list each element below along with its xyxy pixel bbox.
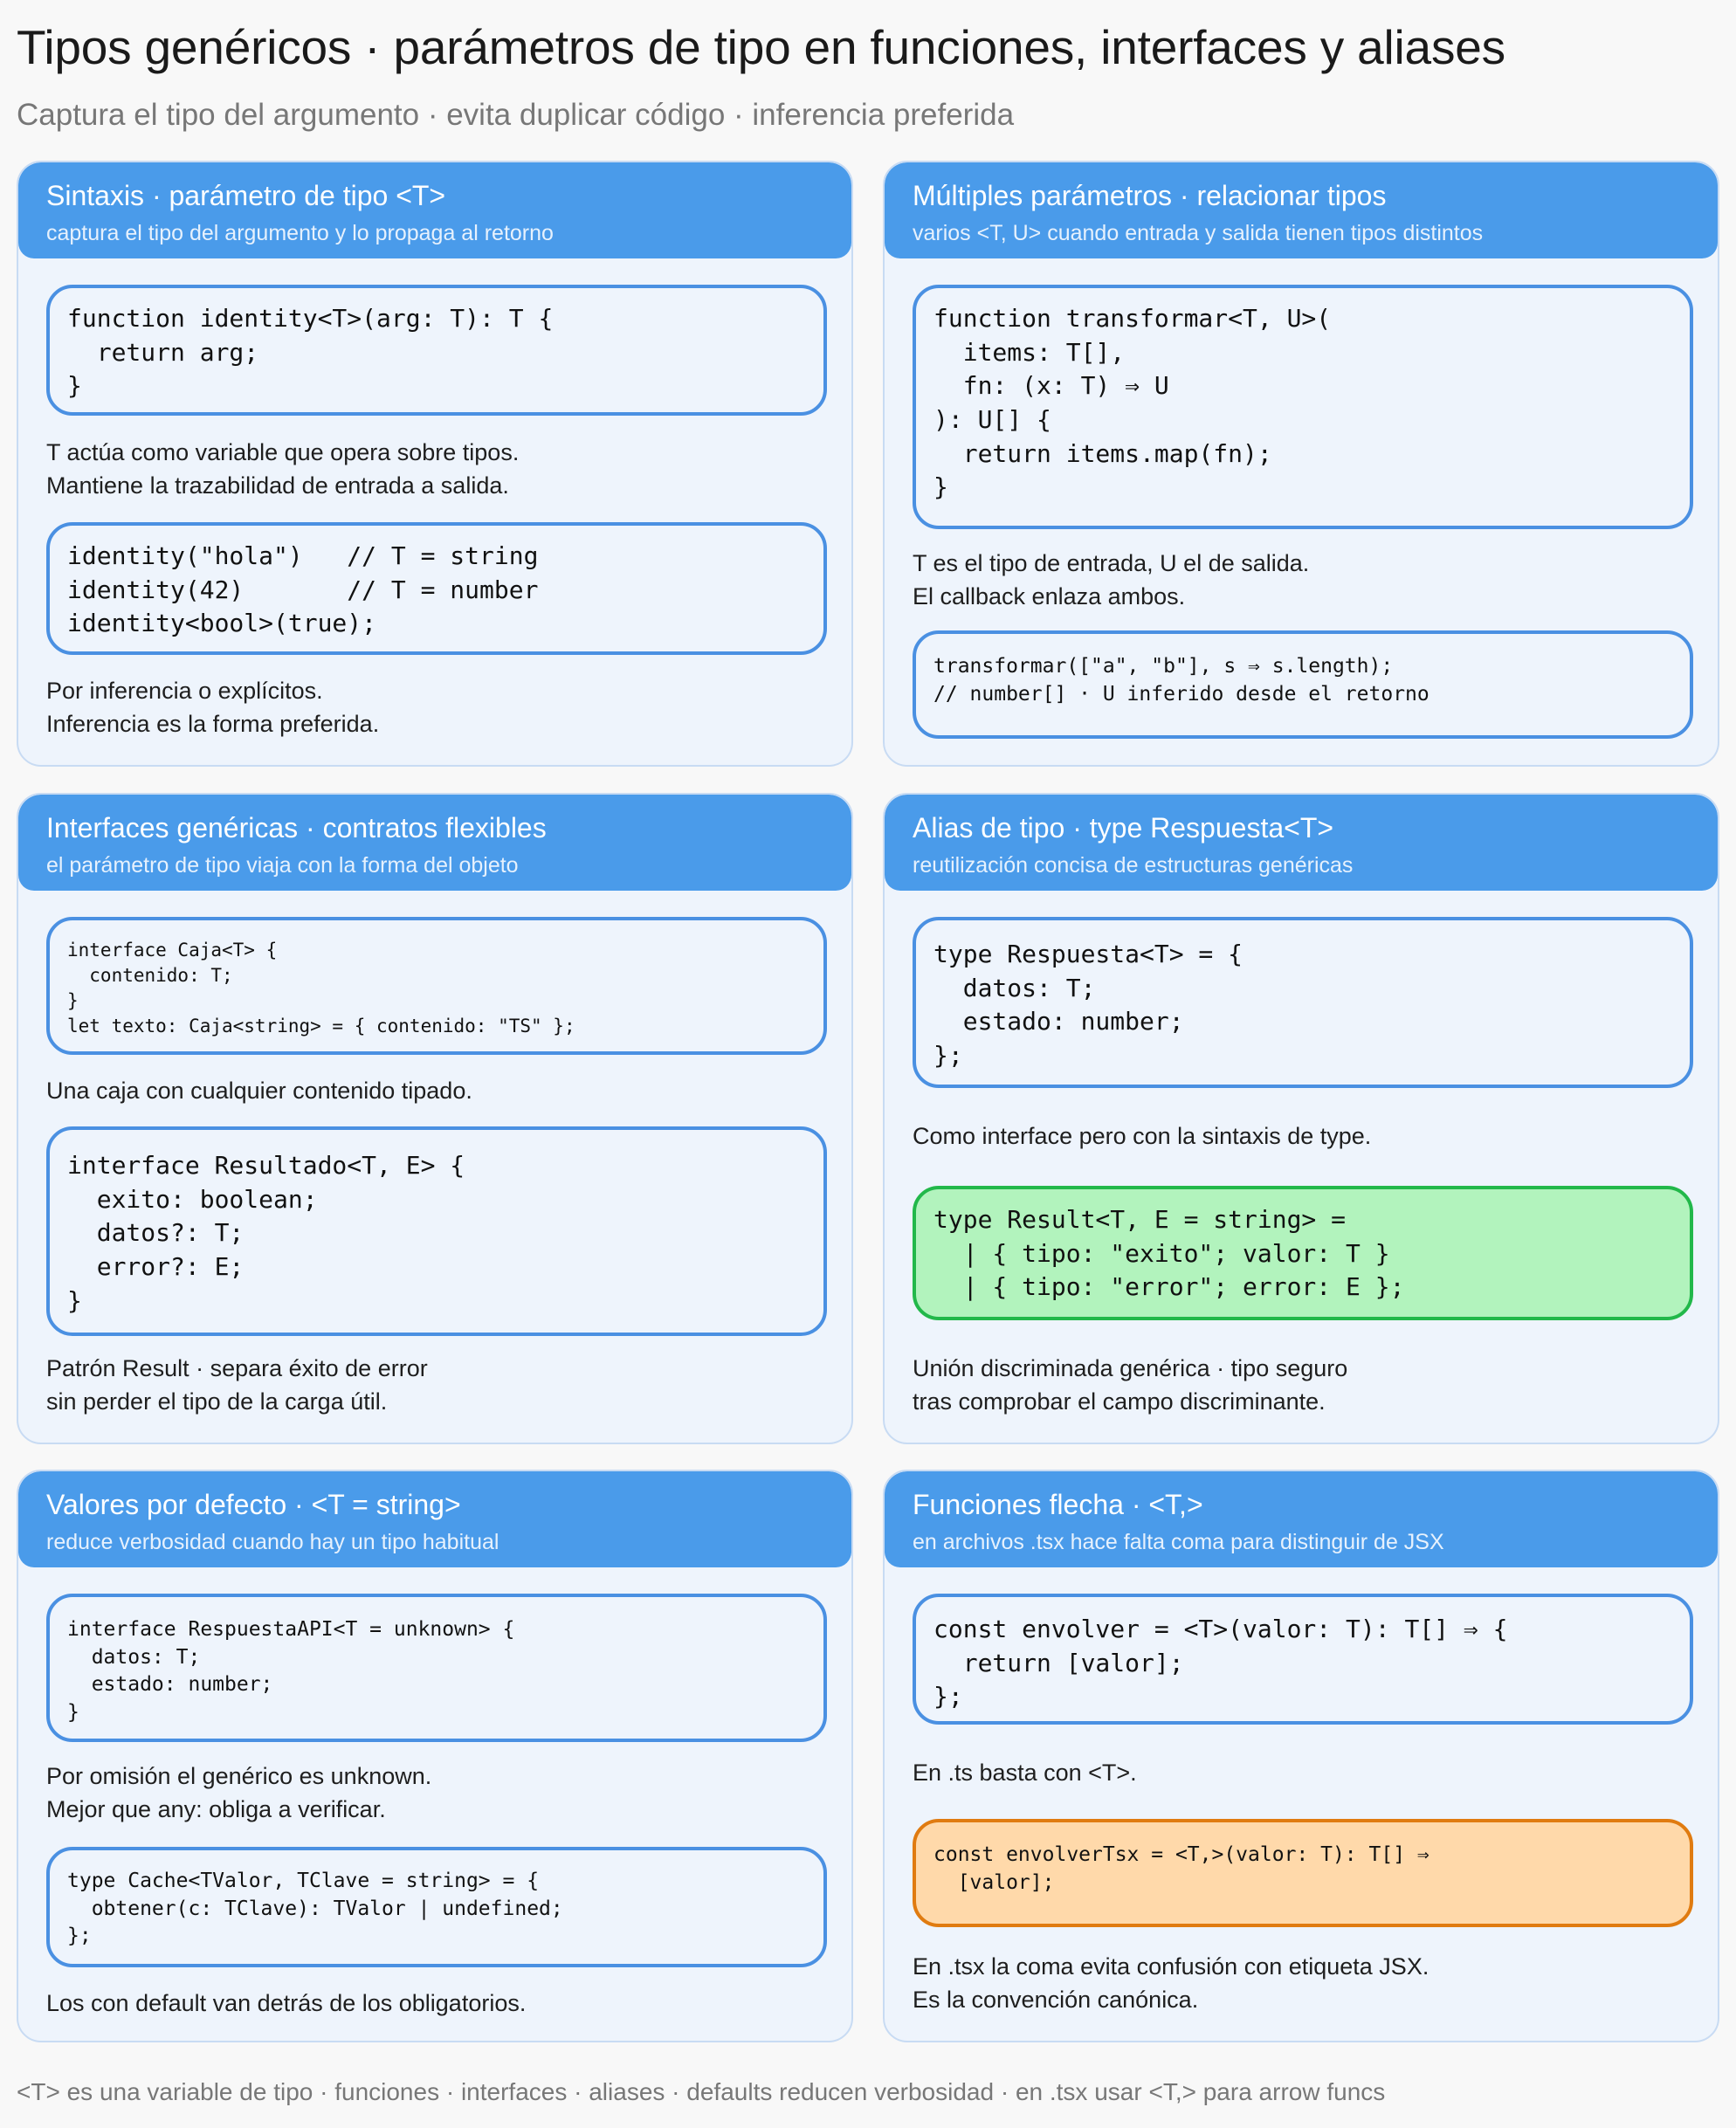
text-line: Mantiene la trazabilidad de entrada a salida. xyxy=(46,472,509,499)
text-line: Patrón Result · separa éxito de error xyxy=(46,1355,428,1381)
code-block: function transformar<T, U>( items: T[], fn: (x: T) ⇒ U ): U[] { return items.map(fn); } xyxy=(913,285,1693,529)
panel-text xyxy=(46,1074,472,1107)
code-block: identity("hola") // T = string identity(42) // T = number identity<bool>(true); xyxy=(46,522,827,655)
panel-syntax xyxy=(17,161,853,767)
panel-text xyxy=(913,1950,1429,2016)
text-line: T actúa como variable que opera sobre tipos. xyxy=(46,439,520,465)
panel-header xyxy=(18,795,851,891)
text-line: Por omisión el genérico es unknown. xyxy=(46,1763,432,1789)
panel-title: Interfaces genéricas · contratos flexibles xyxy=(46,812,547,844)
code-block: interface Caja<T> { contenido: T; } let texto: Caja<string> = { contenido: "TS" }; xyxy=(46,917,827,1055)
code-block: transformar(["a", "b"], s ⇒ s.length); // number[] · U inferido desde el retorno xyxy=(913,630,1693,739)
panel-subtitle: reduce verbosidad cuando hay un tipo habitual xyxy=(46,1530,499,1554)
code-block: type Respuesta<T> = { datos: T; estado: number; }; xyxy=(913,917,1693,1088)
panel-multiple-params xyxy=(883,161,1719,767)
panel-type-alias xyxy=(883,793,1719,1444)
panel-text xyxy=(913,1756,1137,1789)
panel-generic-interfaces xyxy=(17,793,853,1444)
panel-header xyxy=(885,162,1718,258)
panel-subtitle: varios <T, U> cuando entrada y salida tienen tipos distintos xyxy=(913,221,1484,245)
panel-header xyxy=(885,1471,1718,1567)
panel-text xyxy=(46,1987,526,2020)
panel-text xyxy=(913,547,1309,613)
code-block: interface Resultado<T, E> { exito: boolean; datos?: T; error?: E; } xyxy=(46,1126,827,1336)
text-line: Mejor que any: obliga a verificar. xyxy=(46,1796,386,1822)
text-line: Es la convención canónica. xyxy=(913,1987,1199,2013)
panel-title: Funciones flecha · <T,> xyxy=(913,1489,1203,1520)
panel-default-values xyxy=(17,1470,853,2042)
panel-title: Valores por defecto · <T = string> xyxy=(46,1489,461,1520)
panel-text xyxy=(913,1352,1347,1418)
page-subtitle: Captura el tipo del argumento · evita duplicar código · inferencia preferida xyxy=(17,98,1015,132)
code-block: const envolver = <T>(valor: T): T[] ⇒ { return [valor]; }; xyxy=(913,1594,1693,1725)
text-line: Los con default van detrás de los obligatorios. xyxy=(46,1990,527,2016)
panel-subtitle: reutilización concisa de estructuras genéricas xyxy=(913,853,1354,878)
page-footer: <T> es una variable de tipo · funciones · interfaces · aliases · defaults reducen verbosidad · en .tsx usar <T,> para arrow funcs xyxy=(17,2078,1386,2105)
text-line: T es el tipo de entrada, U el de salida. xyxy=(913,550,1310,576)
code-block: interface RespuestaAPI<T = unknown> { datos: T; estado: number; } xyxy=(46,1594,827,1742)
panel-title: Múltiples parámetros · relacionar tipos xyxy=(913,180,1387,211)
panel-header xyxy=(18,162,851,258)
text-line: sin perder el tipo de la carga útil. xyxy=(46,1388,388,1415)
panel-text xyxy=(46,1352,428,1418)
code-block-highlight-green: type Result<T, E = string> = | { tipo: "exito"; valor: T } | { tipo: "error"; error: E }; xyxy=(913,1186,1693,1320)
text-line: Unión discriminada genérica · tipo seguro xyxy=(913,1355,1348,1381)
text-line: Por inferencia o explícitos. xyxy=(46,678,323,704)
panel-header xyxy=(885,795,1718,891)
text-line: Una caja con cualquier contenido tipado. xyxy=(46,1078,472,1104)
text-line: tras comprobar el campo discriminante. xyxy=(913,1388,1326,1415)
text-line: En .ts basta con <T>. xyxy=(913,1760,1137,1786)
panel-arrow-functions xyxy=(883,1470,1719,2042)
page-title: Tipos genéricos · parámetros de tipo en funciones, interfaces y aliases xyxy=(17,20,1505,74)
panel-text xyxy=(46,436,519,502)
panel-subtitle: en archivos .tsx hace falta coma para distinguir de JSX xyxy=(913,1530,1444,1554)
panel-title: Sintaxis · parámetro de tipo <T> xyxy=(46,180,446,211)
panel-subtitle: captura el tipo del argumento y lo propaga al retorno xyxy=(46,221,554,245)
code-block: type Cache<TValor, TClave = string> = { obtener(c: TClave): TValor | undefined; }; xyxy=(46,1847,827,1967)
panel-subtitle: el parámetro de tipo viaja con la forma del objeto xyxy=(46,853,519,878)
panel-title: Alias de tipo · type Respuesta<T> xyxy=(913,812,1334,844)
text-line: En .tsx la coma evita confusión con etiqueta JSX. xyxy=(913,1953,1429,1980)
code-block: function identity<T>(arg: T): T { return arg; } xyxy=(46,285,827,416)
panel-text xyxy=(913,1119,1371,1153)
panel-text xyxy=(46,674,379,740)
text-line: Inferencia es la forma preferida. xyxy=(46,711,380,737)
text-line: Como interface pero con la sintaxis de type. xyxy=(913,1123,1372,1149)
panel-text xyxy=(46,1760,431,1826)
panel-header xyxy=(18,1471,851,1567)
text-line: El callback enlaza ambos. xyxy=(913,583,1186,609)
code-block-highlight-orange: const envolverTsx = <T,>(valor: T): T[] ⇒ [valor]; xyxy=(913,1819,1693,1927)
